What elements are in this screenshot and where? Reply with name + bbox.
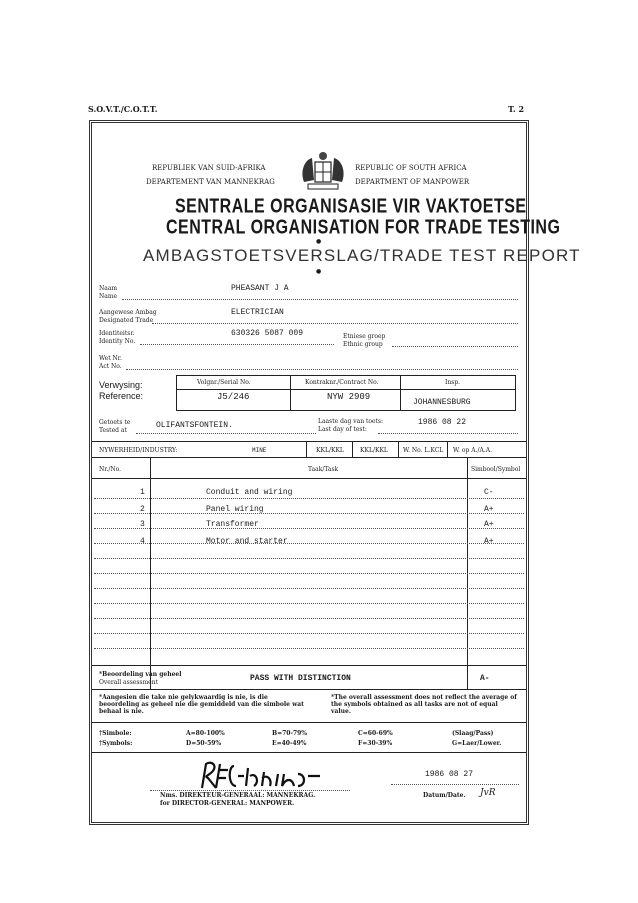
task-row-line xyxy=(94,603,524,604)
symbol-f: F=30-39% xyxy=(358,740,393,747)
initials: JvR xyxy=(480,788,496,798)
form-code-right: T. 2 xyxy=(508,104,525,114)
task-symbol: A+ xyxy=(484,537,494,546)
symbols-label-eng: †Symbols: xyxy=(99,740,133,747)
insp-header: Insp. xyxy=(445,379,461,386)
task-no: 4 xyxy=(140,537,145,546)
note-eng: *The overall assessment does not reflect the average of the symbols obtained as all tasks are not of equal value. xyxy=(331,694,517,715)
director-eng: for DIRECTOR-GENERAL: MANPOWER. xyxy=(160,800,295,807)
symbol-a: A=80-100% xyxy=(186,730,225,737)
header-afr-line2: DEPARTEMENT VAN MANNEKRAG xyxy=(146,178,275,186)
overall-value: PASS WITH DISTINCTION xyxy=(250,674,351,683)
task-row-line xyxy=(94,618,524,619)
task-no: 1 xyxy=(140,488,145,497)
symbol-b: B=70-79% xyxy=(272,730,307,737)
industry-label: NYWERHEID/INDUSTRY: xyxy=(99,447,178,454)
contract-header: Kontraknr./Contract No. xyxy=(305,379,379,386)
id-label-afr: Identiteitsr. xyxy=(99,330,135,337)
name-label-afr: Naam xyxy=(99,285,118,292)
org-title-afr: SENTRALE ORGANISASIE VIR VAKTOETSE xyxy=(175,196,527,218)
tested-value: OLIFANTSFONTEIN. xyxy=(156,421,233,430)
task-symbol: A+ xyxy=(484,505,494,514)
task-row-line xyxy=(94,513,524,514)
serial-header: Volgnr./Serial No. xyxy=(197,379,251,386)
form-code-left: S.O.V.T./C.O.T.T. xyxy=(88,104,158,114)
trade-label-eng: Designated Trade xyxy=(99,317,154,324)
overall-label-eng: Overall assessment xyxy=(99,679,159,686)
bullet-icon: ● xyxy=(316,238,322,245)
industry-code-2: KKL/KKL xyxy=(360,447,388,454)
signature-line xyxy=(150,790,350,791)
director-afr: Nms. DIREKTEUR-GENERAAL: MANNEKRAG. xyxy=(160,792,316,799)
id-value: 630326 5087 009 xyxy=(231,329,304,338)
id-label-eng: Identity No. xyxy=(99,338,136,345)
task-symbol: C- xyxy=(484,488,494,497)
task-no: 2 xyxy=(140,505,145,514)
name-value: PHEASANT J A xyxy=(231,284,289,293)
col-task-header: Taak/Task xyxy=(308,466,339,473)
task-row-line xyxy=(94,558,524,559)
task-row-line xyxy=(94,543,524,544)
symbol-d: D=50-59% xyxy=(186,740,222,747)
overall-label-afr: *Beoordeling van geheel xyxy=(99,671,182,678)
task-row-line xyxy=(94,588,524,589)
symbol-e: E=40-49% xyxy=(272,740,307,747)
task-row-line xyxy=(94,648,524,649)
tested-label-afr: Getoets te xyxy=(99,419,131,426)
symbol-fail: G=Laer/Lower. xyxy=(452,740,502,747)
task-no: 3 xyxy=(140,520,145,529)
signature-date-value: 1986 08 27 xyxy=(425,770,474,779)
insp-value: JOHANNESBURG xyxy=(413,398,471,407)
industry-value: MINE xyxy=(252,447,267,454)
name-line xyxy=(122,299,518,300)
note-afr: *Aangesien die take nie gelykwaardig is nie, is die beoordeling as geheel nie die gemiddeld van die simbole wat behaal is nie. xyxy=(99,694,304,715)
reference-table xyxy=(176,375,516,411)
col-symbol-header: Simbool/Symbol xyxy=(471,466,521,473)
tested-label-eng: Tested at xyxy=(99,427,127,434)
lastday-label-eng: Last day of test: xyxy=(318,426,367,433)
overall-symbol: A- xyxy=(480,674,490,683)
industry-code-4: W. op A./A.A. xyxy=(453,447,493,454)
tested-line xyxy=(136,433,316,434)
serial-value: J5/246 xyxy=(217,392,250,402)
date-label: Datum/Date. xyxy=(423,792,466,799)
date-line xyxy=(391,784,519,785)
industry-code-3: W. No. L.KCL xyxy=(403,447,444,454)
symbol-c: C=60-69% xyxy=(358,730,393,737)
ethnic-label-afr: Etniese groep xyxy=(343,333,386,340)
ethnic-label-eng: Ethnic group xyxy=(343,341,383,348)
task-symbol: A+ xyxy=(484,520,494,529)
org-title-eng: CENTRAL ORGANISATION FOR TRADE TESTING xyxy=(166,217,561,239)
id-line xyxy=(140,344,334,345)
header-afr-line1: REPUBLIEK VAN SUID-AFRIKA xyxy=(152,164,266,172)
symbols-label-afr: †Simbole: xyxy=(99,730,132,737)
header-eng-line1: REPUBLIC OF SOUTH AFRICA xyxy=(355,164,467,172)
coat-of-arms-emblem xyxy=(298,150,348,194)
bullet-icon-2: ● xyxy=(316,268,322,275)
header-eng-line2: DEPARTMENT OF MANPOWER xyxy=(355,178,470,186)
task-name: Conduit and wiring xyxy=(206,488,293,497)
industry-code-1: KKL/KKL xyxy=(316,447,344,454)
task-name: Motor and starter xyxy=(206,537,288,546)
task-row-line xyxy=(94,528,524,529)
task-row-line xyxy=(94,633,524,634)
task-name: Transformer xyxy=(206,520,259,529)
act-label-afr: Wet Nr. xyxy=(99,355,122,362)
task-row-line xyxy=(94,573,524,574)
lastday-label-afr: Laaste dag van toets: xyxy=(318,418,384,425)
lastday-value: 1986 08 22 xyxy=(418,418,467,427)
reference-label-eng: Reference: xyxy=(99,391,144,401)
act-line xyxy=(126,369,518,370)
act-label-eng: Act No. xyxy=(99,363,122,370)
reference-label-afr: Verwysing: xyxy=(99,380,143,390)
task-row-line xyxy=(94,498,524,499)
lastday-line xyxy=(378,433,518,434)
contract-value: NYW 2909 xyxy=(327,392,371,402)
name-label-eng: Name xyxy=(99,293,118,300)
task-name: Panel wiring xyxy=(206,505,264,514)
trade-value: ELECTRICIAN xyxy=(231,308,284,317)
col-no-header: Nr./No. xyxy=(99,466,122,473)
trade-line xyxy=(152,323,518,324)
symbol-pass: (Slaag/Pass) xyxy=(452,730,494,737)
signature-handwritten xyxy=(198,758,324,792)
ethnic-line xyxy=(392,346,518,347)
report-title: AMBAGSTOETSVERSLAG/TRADE TEST REPORT xyxy=(143,246,581,265)
trade-label-afr: Aangewese Ambag xyxy=(99,309,157,316)
